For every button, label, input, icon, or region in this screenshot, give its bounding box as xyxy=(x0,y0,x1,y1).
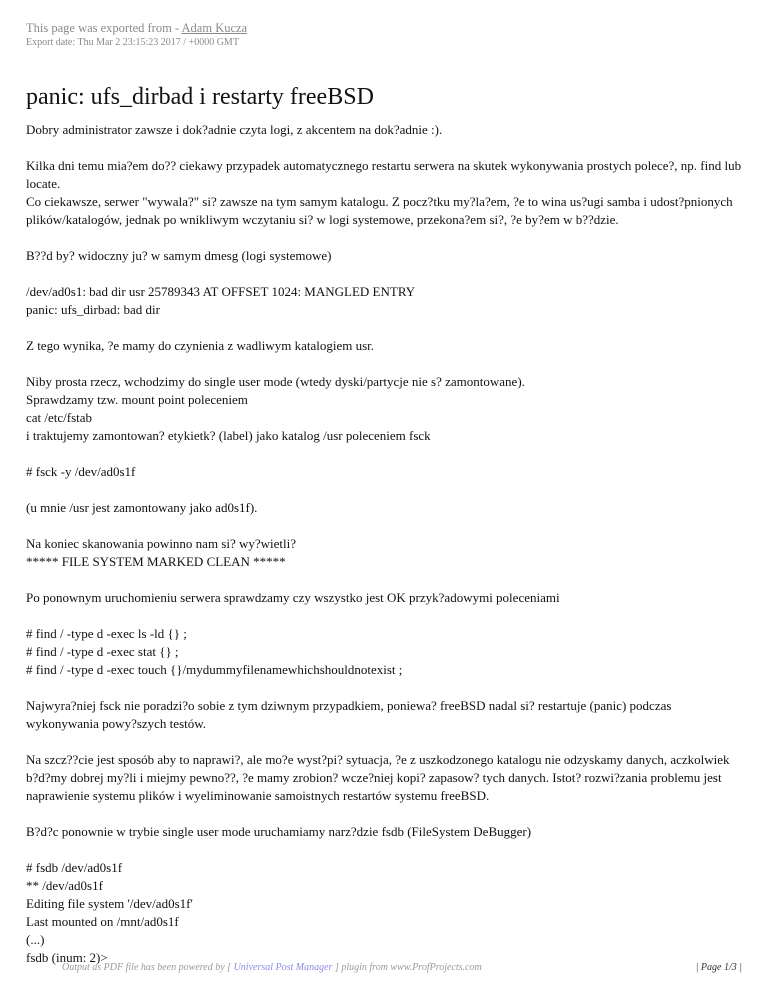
article-paragraph xyxy=(26,283,742,319)
paragraph-line: Po ponownym uruchomieniu serwera sprawdzamy czy wszystko jest OK przyk?adowymi poleceniami xyxy=(26,590,560,605)
paragraph-line: # find / -type d -exec stat {} ; xyxy=(26,644,179,659)
paragraph-line: /dev/ad0s1: bad dir usr 25789343 AT OFFSET 1024: MANGLED ENTRY xyxy=(26,284,416,299)
article-paragraph xyxy=(26,373,742,445)
article-paragraph xyxy=(26,247,742,265)
article-paragraph xyxy=(26,823,742,841)
article-paragraph xyxy=(26,589,742,607)
article-paragraph xyxy=(26,463,742,481)
paragraph-line: (u mnie /usr jest zamontowany jako ad0s1f). xyxy=(26,500,258,515)
export-header xyxy=(26,20,247,49)
site-link[interactable]: Adam Kucza xyxy=(181,21,248,35)
paragraph-line: fsdb (inum: 2)> xyxy=(26,950,108,965)
export-source-line xyxy=(26,20,247,36)
paragraph-line: cat /etc/fstab xyxy=(26,410,93,425)
paragraph-line: # fsck -y /dev/ad0s1f xyxy=(26,464,136,479)
paragraph-line: (...) xyxy=(26,932,45,947)
article-paragraph xyxy=(26,157,742,229)
paragraph-line: Kilka dni temu mia?em do?? ciekawy przypadek automatycznego restartu serwera na skutek wykonywania prostych polece?, np. find lub locate. xyxy=(26,158,742,191)
paragraph-line: ** /dev/ad0s1f xyxy=(26,878,103,893)
paragraph-line: # find / -type d -exec touch {}/mydummyfilenamewhichshouldnotexist ; xyxy=(26,662,403,677)
paragraph-line: Na koniec skanowania powinno nam si? wy?wietli? xyxy=(26,536,297,551)
export-date: Export date: Thu Mar 2 23:15:23 2017 / +0000 GMT xyxy=(26,37,239,48)
footer-after: ] plugin from www.ProfProjects.com xyxy=(332,962,482,973)
article-paragraph xyxy=(26,625,742,679)
paragraph-line: panic: ufs_dirbad: bad dir xyxy=(26,302,160,317)
paragraph-line: # fsdb /dev/ad0s1f xyxy=(26,860,123,875)
paragraph-line: Last mounted on /mnt/ad0s1f xyxy=(26,914,179,929)
article-paragraph xyxy=(26,859,742,967)
export-prefix: This page was exported from - xyxy=(26,21,182,35)
paragraph-line: B??d by? widoczny ju? w samym dmesg (logi systemowe) xyxy=(26,248,332,263)
article-body xyxy=(26,121,742,985)
paragraph-line: Najwyra?niej fsck nie poradzi?o sobie z tym dziwnym przypadkiem, poniewa? freeBSD nadal si? restartuje (panic) podczas wykonywania powy?szych testów. xyxy=(26,698,672,731)
paragraph-line: B?d?c ponownie w trybie single user mode uruchamiamy narz?dzie fsdb (FileSystem DeBugger) xyxy=(26,824,532,839)
paragraph-line: Z tego wynika, ?e mamy do czynienia z wadliwym katalogiem usr. xyxy=(26,338,375,353)
article-paragraph xyxy=(26,697,742,733)
page-number: | Page 1/3 | xyxy=(695,962,742,973)
article-title: panic: ufs_dirbad i restarty freeBSD xyxy=(26,84,374,110)
article-paragraph xyxy=(26,499,742,517)
paragraph-line: Na szcz??cie jest sposób aby to naprawi?, ale mo?e wyst?pi? sytuacja, ?e z uszkodzonego katalogu nie odzyskamy danych, aczkolwiek b?d?my dobrej my?li i miejmy pewno??, ?e mamy zrobion? wcze?niej kopi? zapasow? tych danych. Istot? rozwi?zania problemu jest naprawienie systemu plików i wyeliminowanie samoistnych restartów systemu freeBSD. xyxy=(26,752,730,803)
paragraph-line: # find / -type d -exec ls -ld {} ; xyxy=(26,626,187,641)
footer-before: Output as PDF file has been powered by [ xyxy=(62,962,234,973)
article-paragraph xyxy=(26,751,742,805)
paragraph-line: Editing file system '/dev/ad0s1f' xyxy=(26,896,193,911)
paragraph-line: i traktujemy zamontowan? etykietk? (label) jako katalog /usr poleceniem fsck xyxy=(26,428,431,443)
paragraph-line: Dobry administrator zawsze i dok?adnie czyta logi, z akcentem na dok?adnie :). xyxy=(26,122,443,137)
article-paragraph xyxy=(26,535,742,571)
footer-credit xyxy=(62,962,482,973)
paragraph-line: Co ciekawsze, serwer "wywala?" si? zawsze na tym samym katalogu. Z pocz?tku my?la?em, ?e to wina us?ugi samba i udost?pnionych plików/katalogów, jednak po wnikliwym wczytaniu si? w logi systemowe, przekona?em si?, ?e by?em w b??dzie. xyxy=(26,194,733,227)
paragraph-line: ***** FILE SYSTEM MARKED CLEAN ***** xyxy=(26,554,286,569)
article-paragraph xyxy=(26,337,742,355)
paragraph-line: Sprawdzamy tzw. mount point poleceniem xyxy=(26,392,248,407)
article-paragraph xyxy=(26,121,742,139)
paragraph-line: Niby prosta rzecz, wchodzimy do single user mode (wtedy dyski/partycje nie s? zamontowane). xyxy=(26,374,525,389)
plugin-link[interactable]: Universal Post Manager xyxy=(233,962,333,973)
